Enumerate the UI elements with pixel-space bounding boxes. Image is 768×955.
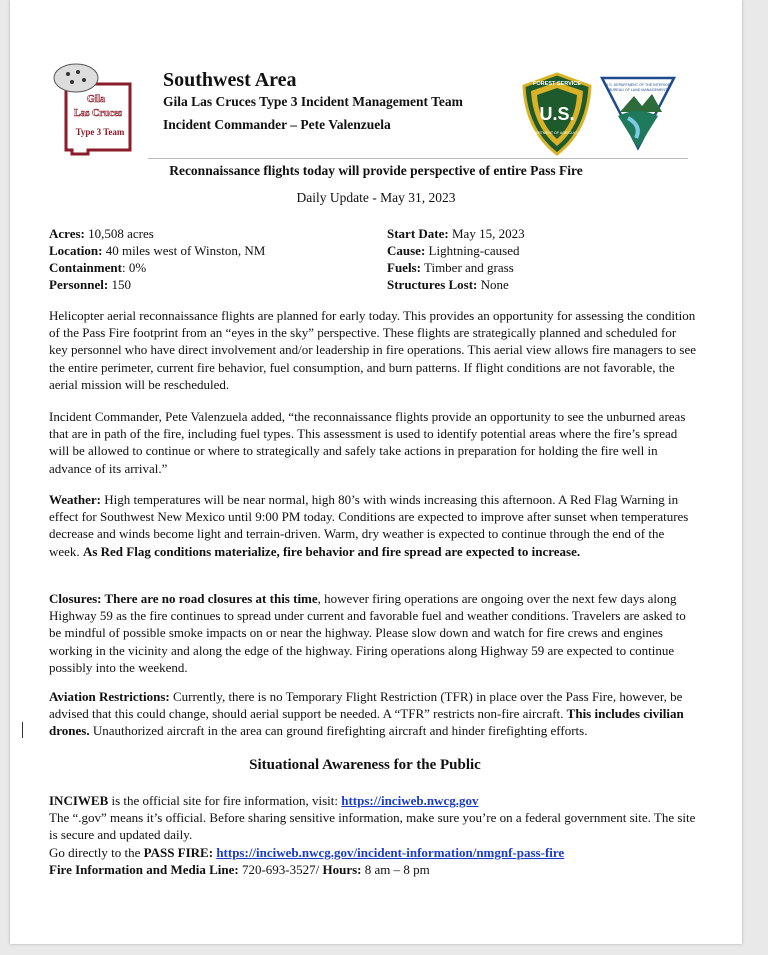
fact-personnel: Personnel: 150 (49, 277, 131, 292)
gila-las-cruces-team-logo (48, 62, 140, 157)
header-title: Southwest Area (163, 69, 297, 91)
logo-text-type3: Type 3 Team (75, 127, 125, 137)
facts-right (387, 225, 707, 293)
paragraph-weather: Weather: High temperatures will be near normal, high 80’s with winds increasing this afternoon. A Red Flag Warning in effect for Southwest New Mexico until 9:00 PM today. Conditions are expected to improve after sunset when temperatures decrease and winds become light and terrain-driven. Warm, dry weather is expected to continue through the end of the week. As Red Flag conditions materialize, fire behavior and fire spread are expected to increase. (49, 492, 689, 559)
paragraph-commander-quote: Incident Commander, Pete Valenzuela added, “the reconnaissance flights provide an opportunity to see the unburned areas that are in path of the fire, including fuel types. This assessment is used to identify potential areas where the fire’s spread will be allowed to continue or where to strategically and safely take actions in preparation for holding the fire well in advance of its arrival.” (49, 409, 686, 476)
usfs-text-us: U.S. (539, 104, 575, 124)
blm-text-bottom: BUREAU OF LAND MANAGEMENT (608, 88, 668, 92)
fact-structures-lost: Structures Lost: None (387, 277, 509, 292)
forest-service-shield-logo (518, 72, 596, 156)
pass-fire-link[interactable]: https://inciweb.nwcg.gov/incident-information/nmgnf-pass-fire (216, 844, 565, 860)
fact-location: Location: 40 miles west of Winston, NM (49, 243, 266, 258)
daily-update-date: Daily Update - May 31, 2023 (296, 190, 456, 205)
inciweb-link[interactable]: https://inciweb.nwcg.gov (341, 793, 479, 808)
gov-note: The “.gov” means it’s official. Before sharing sensitive information, make sure you’re on a federal government site. The site is secure and updated daily. (49, 810, 696, 843)
media-line: Fire Information and Media Line: 720-693-3527/ Hours: 8 am – 8 pm (49, 861, 430, 877)
logo-text-las-cruces: Las Cruces (73, 108, 123, 119)
usfs-text-top: FOREST SERVICE (533, 81, 581, 87)
fact-cause: Cause: Lightning-caused (387, 243, 520, 258)
team-name: Gila Las Cruces Type 3 Incident Management Team (163, 94, 463, 109)
fact-acres: Acres: 10,508 acres (49, 226, 154, 241)
incident-commander: Incident Commander – Pete Valenzuela (163, 117, 391, 132)
blm-text-top: U.S. DEPARTMENT OF THE INTERIOR (605, 83, 671, 87)
fact-containment: Containment: 0% (49, 260, 147, 275)
bureau-of-land-management-logo (598, 72, 678, 152)
facts-left (49, 225, 369, 293)
inciweb-line: INCIWEB is the official site for fire information, visit: https://inciweb.nwcg.gov (49, 793, 479, 808)
logo-text-gila: Gila (86, 94, 106, 105)
situational-awareness-block (49, 792, 697, 878)
paragraph-aviation: Aviation Restrictions: Currently, there is no Temporary Flight Restriction (TFR) in place over the Pass Fire, however, be advised that this could change, should aerial support be needed. A “TFR” restricts non-fire aircraft. This includes civilian drones. Unauthorized aircraft in the area can ground firefighting aircraft and hinder firefighting efforts. (49, 689, 684, 739)
document-page (10, 0, 742, 944)
usfs-text-bottom: DEPARTMENT OF AGRICULTURE (528, 131, 586, 135)
header-divider (148, 158, 688, 159)
fact-fuels: Fuels: Timber and grass (387, 260, 514, 275)
text-cursor (22, 722, 23, 738)
headline: Reconnaissance flights today will provide perspective of entire Pass Fire (169, 163, 583, 178)
fact-start-date: Start Date: May 15, 2023 (387, 226, 525, 241)
situational-awareness-title: Situational Awareness for the Public (249, 757, 481, 773)
pass-fire-line: Go directly to the PASS FIRE: https://inciweb.nwcg.gov/incident-information/nmgnf-pass-fire (49, 844, 565, 860)
paragraph-reconnaissance: Helicopter aerial reconnaissance flights are planned for early today. This provides an opportunity for assessing the condition of the Pass Fire footprint from an “eyes in the sky” perspective. These flights are strategically planned and scheduled for key personnel who have direct involvement and/or leadership in fire operations. This aerial view allows fire managers to see the entire perimeter, current fire behavior, fuel consumption, and burn patterns. If flight conditions are not favorable, the aerial mission will be rescheduled. (49, 308, 697, 392)
paragraph-closures: Closures: There are no road closures at this time, however firing operations are ongoing over the next few days along Highway 59 as the fire continues to spread under current and favorable fuel and weather conditions. Travelers are asked to be mindful of possible smoke impacts on or near the highway. Please slow down and watch for fire crews and engines working in the vicinity and along the edge of the highway. Firing operations along Highway 59 are expected to continue possibly into the weekend. (49, 591, 686, 675)
